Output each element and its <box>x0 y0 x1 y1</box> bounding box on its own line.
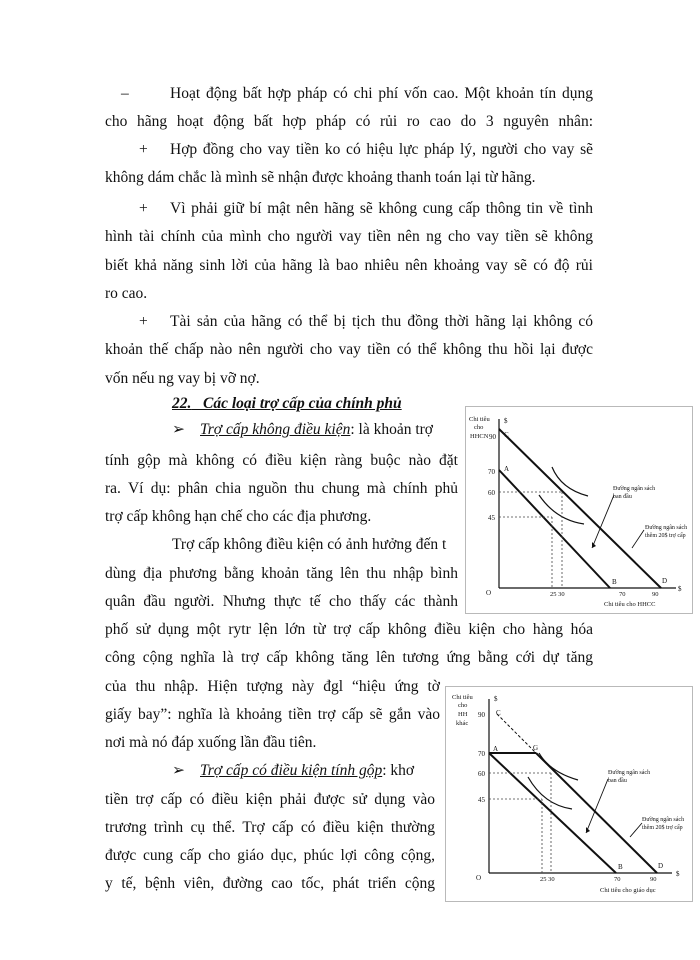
plus-marker: + <box>139 141 148 158</box>
bullet3-line-1: Tài sản của hãng có thể bị tịch thu đồng thời hãng lại không có <box>170 313 593 330</box>
point-a: A <box>504 465 510 473</box>
origin-label: O <box>486 589 492 597</box>
y-tick-70: 70 <box>488 468 495 476</box>
x-tick-90: 90 <box>652 591 659 598</box>
arrow-bullet-icon: ➢ <box>172 762 185 779</box>
plus-marker: + <box>139 200 148 217</box>
point-b: B <box>612 578 617 586</box>
y-axis-label-4: khác <box>456 720 469 727</box>
term-conditional-lump-grant: Trợ cấp có điều kiện tính gộp <box>200 762 383 779</box>
figure-unconditional-grant <box>465 406 693 614</box>
sub1-line-3: ra. Ví dụ: phân chia nguồn thu chung mà chính phủ <box>105 480 458 497</box>
y-tick-90: 90 <box>478 711 485 719</box>
point-c: C <box>504 431 509 439</box>
budget-line-diagram-1 <box>466 407 692 613</box>
bullet3-line-2: khoản thế chấp nào nên người cho vay tiền có thể không thu hồi lại được <box>105 341 593 358</box>
initial-budget-line <box>499 470 610 588</box>
legend-grant-2: thêm 20$ trợ cấp <box>645 533 686 539</box>
point-b: B <box>618 863 623 871</box>
y-tick-70: 70 <box>478 750 485 758</box>
arrow-bullet-icon: ➢ <box>172 421 185 438</box>
y-axis-label-2: cho <box>458 702 468 709</box>
sub1-line-1-rest: : là khoản trợ <box>350 421 434 438</box>
legend-initial-1: Đường ngân sách <box>608 770 651 776</box>
para2-line-6: của thu nhập. Hiện tượng này đgl “hiệu ứng tờ <box>105 678 440 695</box>
budget-line-diagram-2 <box>446 687 692 901</box>
para1-line-2: cho hãng hoạt động bất hợp pháp có rủi ro cao do 3 nguyên nhân: <box>105 113 593 130</box>
y-axis-label-1: Chi tiêu <box>452 694 473 701</box>
dash-marker: – <box>121 85 129 102</box>
extension-line <box>497 714 539 753</box>
legend-grant-1: Đường ngân sách <box>642 817 685 823</box>
point-g: G <box>533 744 539 752</box>
origin-label: O <box>476 874 482 882</box>
y-axis-label-3: HHCN <box>470 433 489 440</box>
sub2-line-4: được cung cấp cho giáo dục, phúc lợi công cộng, <box>105 847 435 864</box>
point-d: D <box>658 862 664 870</box>
para2-line-1: Trợ cấp không điều kiện có ảnh hưởng đến t <box>172 536 447 553</box>
y-tick-45: 45 <box>488 514 495 522</box>
bullet2-line-1: Vì phải giữ bí mật nên hãng sẽ không cung cấp thông tin về tình <box>170 200 593 217</box>
sub1-line-2: tính gộp mà không có điều kiện ràng buộc nào đặt <box>105 452 458 469</box>
sub2-line-2: tiền trợ cấp có điều kiện phải được sử dụng vào <box>105 791 435 808</box>
bullet1-line-1: Hợp đồng cho vay tiền ko có hiệu lực pháp lý, người cho vay sẽ <box>170 141 593 158</box>
para1-line-1: Hoạt động bất hợp pháp có chi phí vốn cao. Một khoản tín dụng <box>170 85 593 102</box>
point-a: A <box>493 745 499 753</box>
x-tick-70: 70 <box>614 876 621 883</box>
bullet2-line-2: hình tài chính của mình cho người vay tiền nên ng cho vay tiền sẽ không <box>105 228 593 245</box>
point-c: C <box>496 709 501 717</box>
para2-line-8: nơi mà nó đáp xuống lần đầu tiên. <box>105 734 317 751</box>
section-heading <box>172 394 402 414</box>
x-tick-25-30: 25 30 <box>550 591 565 598</box>
point-d: D <box>662 577 668 585</box>
legend-initial-1: Đường ngân sách <box>613 486 656 492</box>
sub1-line-1 <box>200 420 433 440</box>
sub2-line-5: y tế, bệnh viên, đường cao tốc, phát triển cộng <box>105 875 435 892</box>
para2-line-7: giấy bay”: nghĩa là khoảng tiền trợ cấp sẽ gắn vào <box>105 706 440 723</box>
x-tick-25-30: 25 30 <box>540 876 555 883</box>
budget-line-with-grant <box>499 429 661 588</box>
sub2-line-1-rest: : khơ <box>382 762 415 779</box>
x-axis-label: Chi tiêu cho giáo dục <box>600 887 656 894</box>
para2-line-4: phố sử dụng một rytr lện lớn từ trợ cấp không điều kiện cho hàng hóa <box>105 621 593 638</box>
x-axis-label: Chi tiêu cho HHCC <box>604 601 656 608</box>
legend-initial-2: ban đầu <box>613 494 632 500</box>
section-title: Các loại trợ cấp của chính phủ <box>203 395 402 412</box>
y-axis-label-3: HH <box>458 711 468 718</box>
y-axis-unit: $ <box>504 417 508 425</box>
plus-marker: + <box>139 313 148 330</box>
bullet1-line-2: không dám chắc là mình sẽ nhận được khoảng thanh toán lại từ hãng. <box>105 169 536 186</box>
x-tick-70: 70 <box>619 591 626 598</box>
y-axis-label-1: Chi tiêu <box>469 416 490 423</box>
x-tick-90: 90 <box>650 876 657 883</box>
pointer-arrow-initial <box>592 495 614 548</box>
legend-grant-1: Đường ngân sách <box>645 525 688 531</box>
sub2-line-3: trương trình cụ thể. Trợ cấp có điều kiện thường <box>105 819 435 836</box>
y-axis-unit: $ <box>494 695 498 703</box>
bullet2-line-4: ro cao. <box>105 285 148 302</box>
sub1-line-4: trợ cấp không hạn chế cho các địa phương. <box>105 508 372 525</box>
para2-line-5: công cộng nghĩa là trợ cấp không tăng lên tương ứng bằng cới dự tăng <box>105 649 593 666</box>
pointer-arrow-grant <box>632 530 644 548</box>
bullet2-line-3: biết khả năng sinh lời của hãng là bao nhiêu nên khoảng vay sẽ có độ rủi <box>105 257 593 274</box>
term-unconditional-grant: Trợ cấp không điều kiện <box>200 421 351 438</box>
legend-initial-2: ban đầu <box>608 778 627 784</box>
y-axis-label-2: cho <box>474 424 484 431</box>
y-tick-45: 45 <box>478 796 485 804</box>
x-axis-unit: $ <box>678 585 682 593</box>
x-axis-unit: $ <box>676 870 680 878</box>
pointer-arrow-grant <box>630 823 642 837</box>
indifference-curve-2 <box>552 467 588 496</box>
figure-conditional-grant <box>445 686 693 902</box>
bullet3-line-3: vốn nếu ng vay bị vỡ nợ. <box>105 370 260 387</box>
y-tick-60: 60 <box>488 489 495 497</box>
section-number: 22. <box>172 395 192 412</box>
y-tick-60: 60 <box>478 770 485 778</box>
y-tick-90: 90 <box>489 433 496 441</box>
para2-line-3: quân đầu người. Nhưng thực tế cho thấy các thành <box>105 593 458 610</box>
sub2-line-1 <box>200 761 414 781</box>
para2-line-2: dùng địa phương bằng khoản tăng lên thu nhập bình <box>105 565 458 582</box>
legend-grant-2: thêm 20$ trợ cấp <box>642 825 683 831</box>
